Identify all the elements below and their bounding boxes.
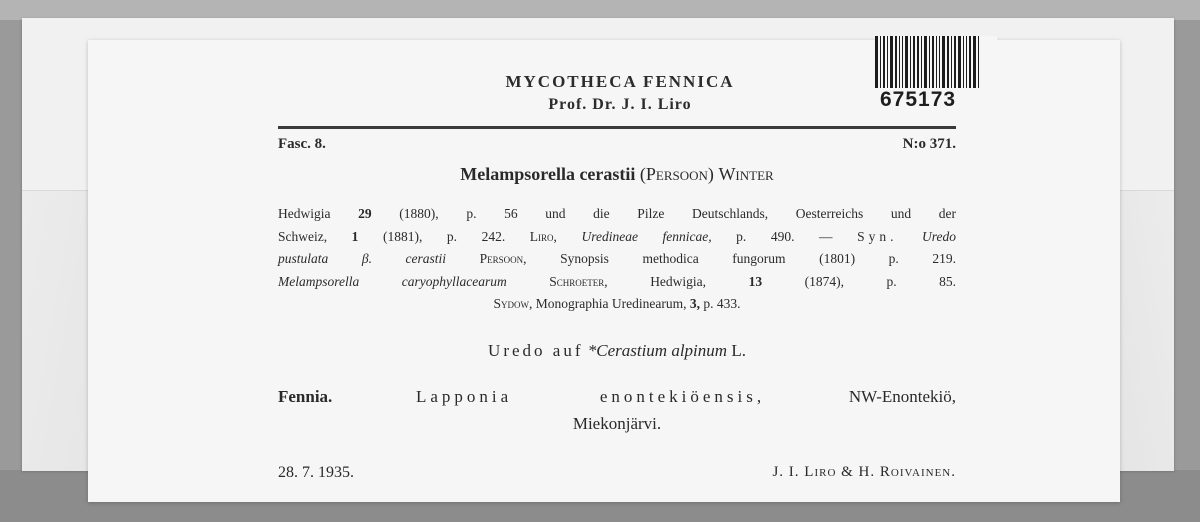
ref-volume: 29 xyxy=(358,206,372,221)
barcode-bar xyxy=(887,36,888,88)
ref-author: Liro, xyxy=(529,228,557,244)
reference-line xyxy=(278,203,956,226)
ref-text: Monographia Uredinearum, xyxy=(535,296,687,312)
ref-title: Uredineae fennicae, xyxy=(581,228,712,244)
barcode-bar xyxy=(973,36,976,88)
synonym-name: Melampsorella caryophyllacearum xyxy=(278,273,507,289)
barcode-bar xyxy=(924,36,927,88)
barcode-bar xyxy=(875,36,878,88)
barcode-bar xyxy=(880,36,881,88)
fascicle-label: Fasc. 8. xyxy=(278,136,326,152)
barcode-bar xyxy=(942,36,945,88)
barcode-bar xyxy=(883,36,885,88)
references-block xyxy=(278,203,956,316)
collection-title: MYCOTHECA FENNICA xyxy=(505,72,735,91)
ref-text: Synopsis methodica fungorum (1801) p. 219. xyxy=(560,251,957,267)
barcode-bar xyxy=(921,36,922,88)
collectors: J. I. Liro & H. Roivainen. xyxy=(772,464,956,480)
barcode-number: 675173 xyxy=(880,88,957,111)
specimen-number: N:o 371. xyxy=(902,136,956,152)
reference-line xyxy=(278,226,956,249)
barcode-bar xyxy=(905,36,908,88)
host-line xyxy=(278,341,956,361)
taxon-author-paren: (Persoon) xyxy=(639,164,714,184)
barcode-bar xyxy=(929,36,930,88)
taxon-binomial: Melampsorella cerastii xyxy=(460,164,636,184)
barcode-bar xyxy=(978,36,979,88)
ref-volume: 3, xyxy=(689,296,700,312)
taxon-author: Winter xyxy=(718,164,774,184)
barcode-bar xyxy=(966,36,967,88)
ref-author: Sydow, xyxy=(493,296,533,312)
barcode-bar xyxy=(963,36,964,88)
ref-text: (1874), p. 85. xyxy=(804,273,957,289)
ref-author: Persoon, xyxy=(479,251,527,267)
barcode-bar xyxy=(954,36,956,88)
locality-line xyxy=(278,387,956,407)
reference-line xyxy=(278,271,956,294)
ref-text: (1880), p. 56 und die Pilze Deutschlands, Oesterreichs und der xyxy=(399,206,956,221)
ref-text: Schweiz, xyxy=(278,228,328,244)
barcode-bar xyxy=(899,36,900,88)
barcode-bar xyxy=(913,36,915,88)
ref-text: p. 433. xyxy=(703,296,741,312)
synonym-label: Syn. xyxy=(857,228,898,244)
locality-country: Fennia. xyxy=(278,387,333,406)
barcode-bar xyxy=(947,36,949,88)
barcode-bar xyxy=(951,36,952,88)
barcode-bar xyxy=(902,36,903,88)
barcode-image xyxy=(875,36,997,88)
reference-line xyxy=(278,293,956,316)
ref-text: Hedwigia xyxy=(278,206,331,221)
barcode-bar xyxy=(910,36,911,88)
collection-date: 28. 7. 1935. xyxy=(278,464,354,481)
locality-place: NW-Enontekiö, xyxy=(848,387,956,406)
host-stage: Uredo auf xyxy=(488,341,584,360)
barcode-bar xyxy=(939,36,940,88)
ref-text: (1881), p. 242. xyxy=(382,228,506,244)
background-top xyxy=(0,0,1200,20)
locality-place-2: Miekonjärvi. xyxy=(572,414,662,433)
barcode-bar xyxy=(969,36,971,88)
barcode-bar xyxy=(936,36,937,88)
barcode-bar xyxy=(958,36,961,88)
ref-volume: 1 xyxy=(351,228,359,244)
ref-text: p. 490. — xyxy=(736,228,833,244)
locality-province: Lapponia enontekiöensis, xyxy=(415,387,766,406)
barcode-bar xyxy=(917,36,919,88)
ref-volume: 13 xyxy=(748,273,763,289)
synonym-name: Uredo xyxy=(922,228,957,244)
ref-text: Hedwigia, xyxy=(650,273,707,289)
barcode-bar xyxy=(932,36,934,88)
header-rule xyxy=(278,126,956,129)
synonym-name: pustulata β. cerastii xyxy=(278,251,447,267)
host-plant-author: L. xyxy=(731,341,746,360)
taxon-name xyxy=(278,164,956,185)
ref-author: Schroeter, xyxy=(549,273,608,289)
reference-line xyxy=(278,248,956,271)
envelope-flap-left xyxy=(22,190,92,471)
collection-author: Prof. Dr. J. I. Liro xyxy=(548,96,692,113)
barcode-bar xyxy=(895,36,897,88)
host-plant: *Cerastium alpinum xyxy=(587,341,728,360)
barcode-bar xyxy=(890,36,893,88)
